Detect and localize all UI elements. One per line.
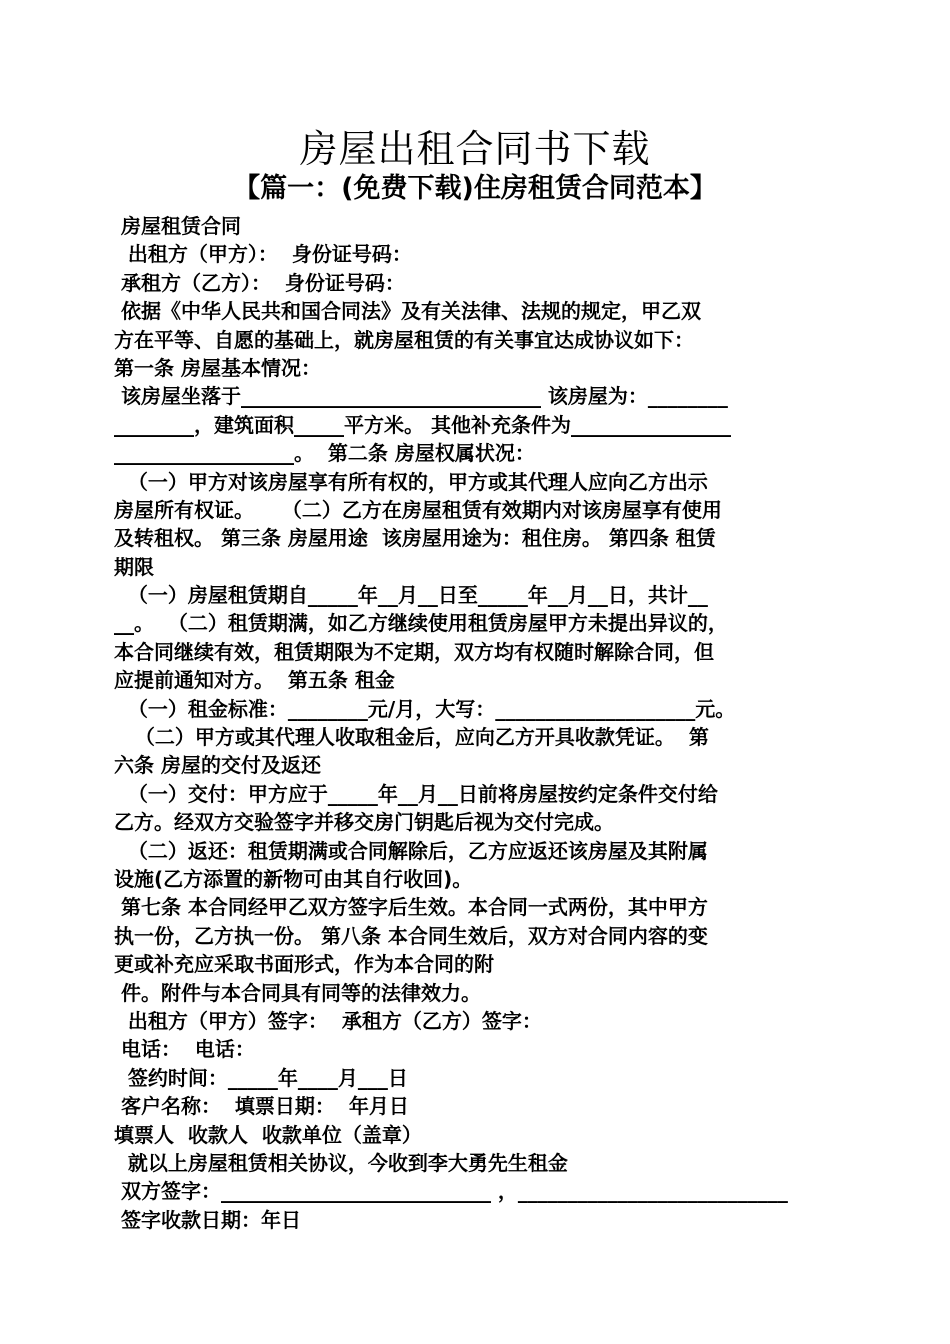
text-line: （一）交付：甲方应于_____年__月__日前将房屋按约定条件交付给	[114, 781, 718, 806]
document-title: 房屋出租合同书下载	[299, 127, 651, 171]
text-line: 依据《中华人民共和国合同法》及有关法律、法规的规定，甲乙双	[114, 299, 701, 324]
text-line: （一）甲方对该房屋享有所有权的，甲方或其代理人应向乙方出示	[114, 469, 708, 494]
text-line: （二）甲方或其代理人收取租金后，应向乙方开具收款凭证。 第	[114, 725, 709, 750]
text-line: 设施(乙方添置的新物可由其自行收回)。	[114, 866, 473, 891]
text-line: （二）返还：租赁期满或合同解除后，乙方应返还该房屋及其附属	[114, 838, 708, 863]
text-line: __________________。 第二条 房屋权属状况：	[114, 441, 535, 466]
text-line: 执一份，乙方执一份。 第八条 本合同生效后，双方对合同内容的变	[114, 923, 708, 948]
text-line: 签字收款日期：年日	[114, 1207, 301, 1232]
contract-body	[114, 212, 838, 1234]
text-line: 出租方（甲方）签字： 承租方（乙方）签字：	[114, 1008, 542, 1033]
document-subtitle: 【篇一：(免费下载)住房租赁合同范本】	[233, 173, 717, 204]
text-line: 承租方（乙方）： 身份证号码：	[114, 270, 405, 295]
text-line: 就以上房屋租赁相关协议，今收到李大勇先生租金	[114, 1150, 568, 1175]
text-line: 电话： 电话：	[114, 1037, 255, 1062]
text-line: 方在平等、自愿的基础上，就房屋租赁的有关事宜达成协议如下：	[114, 327, 694, 352]
text-line: 第七条 本合同经甲乙双方签字后生效。本合同一式两份，其中甲方	[114, 895, 708, 920]
text-line: 本合同继续有效，租赁期限为不定期，双方均有权随时解除合同，但	[114, 639, 714, 664]
text-line: （一）租金标准：________元/月，大写：____________________元。	[114, 696, 736, 721]
text-line: （一）房屋租赁期自_____年__月__日至_____年__月__日，共计__	[114, 583, 708, 608]
text-line: 第一条 房屋基本情况：	[114, 355, 321, 380]
text-line: 及转租权。 第三条 房屋用途 该房屋用途为：租住房。 第四条 租赁	[114, 526, 716, 551]
text-line: 双方签字：___________________________ ，___________________________	[114, 1179, 788, 1204]
text-line: 该房屋坐落于______________________________ 该房屋为：________	[114, 384, 728, 409]
text-line: 房屋所有权证。 （二）乙方在房屋租赁有效期内对该房屋享有使用	[114, 497, 722, 522]
text-line: 期限	[114, 554, 154, 579]
text-line: 更或补充应采取书面形式，作为本合同的附	[114, 952, 494, 977]
text-line: 房屋租赁合同	[114, 214, 241, 238]
text-line: 六条 房屋的交付及返还	[114, 753, 321, 778]
text-line: 应提前通知对方。 第五条 租金	[114, 668, 395, 693]
text-line: 客户名称： 填票日期： 年月日	[114, 1094, 409, 1119]
text-line: 乙方。经双方交验签字并移交房门钥匙后视为交付完成。	[114, 810, 614, 835]
text-line: 签约时间：_____年____月___日	[114, 1065, 408, 1090]
text-line: 件。附件与本合同具有同等的法律效力。	[114, 980, 481, 1005]
text-line: 填票人 收款人 收款单位（盖章）	[114, 1122, 422, 1147]
text-line: ________，建筑面积_____平方米。 其他补充条件为________________	[114, 412, 731, 437]
text-line: 出租方（甲方）： 身份证号码：	[114, 242, 412, 267]
text-line: __。 （二）租赁期满，如乙方继续使用租赁房屋甲方未提出异议的，	[114, 611, 728, 636]
